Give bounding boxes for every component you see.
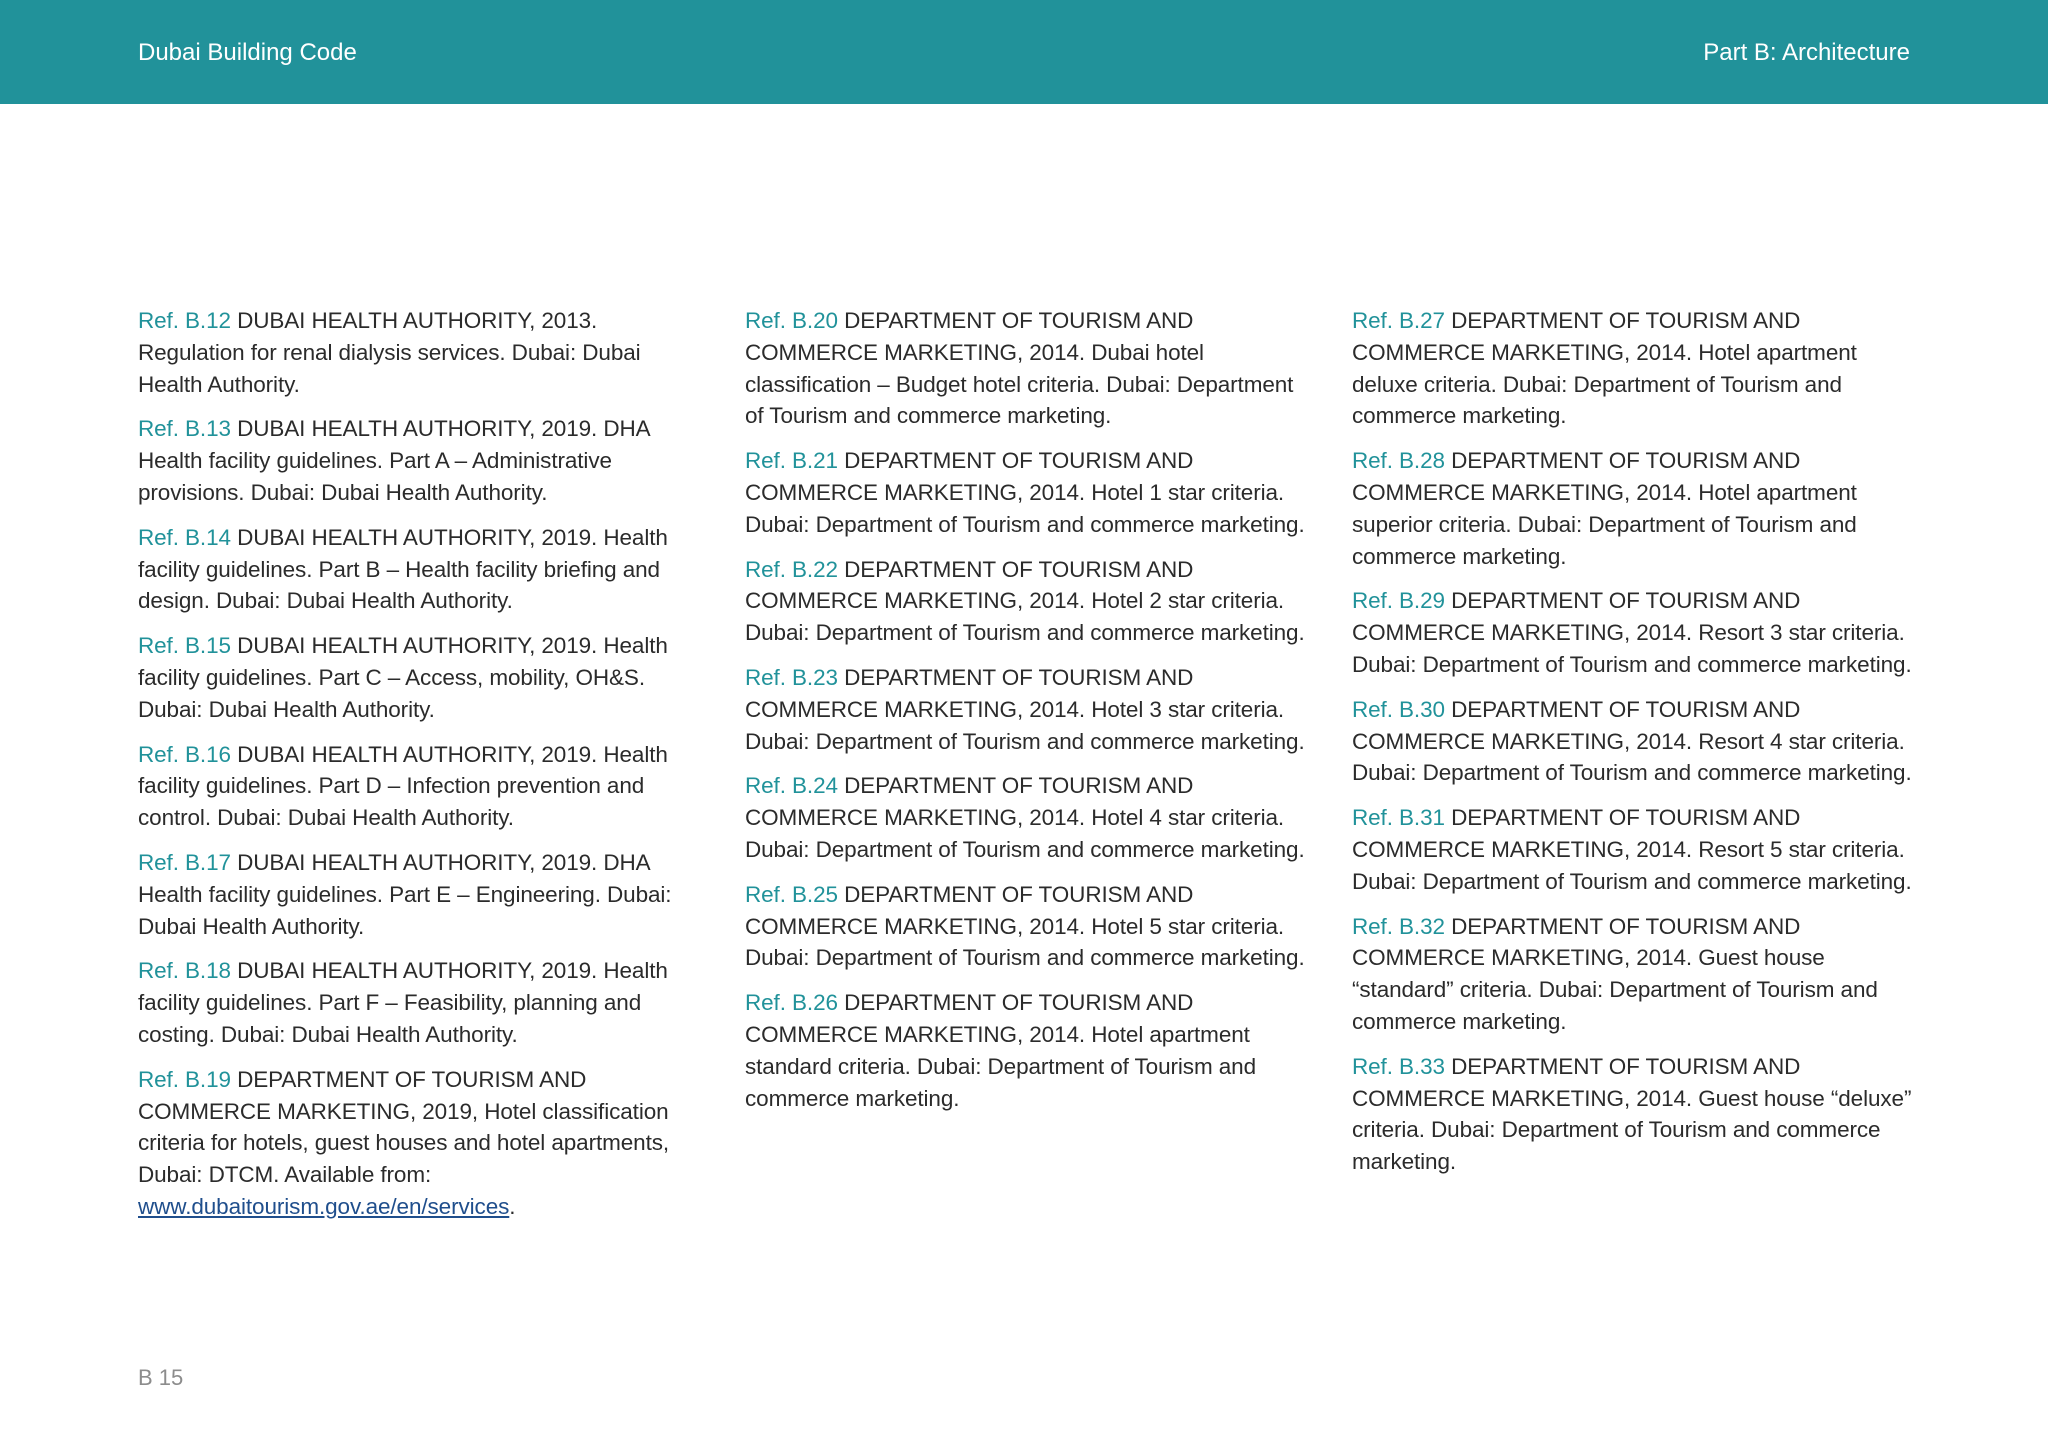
reference-text: DUBAI HEALTH AUTHORITY, 2019. DHA Health facility guidelines. Part A – Administrative provisions. Dubai: Dubai Health Authority. bbox=[138, 416, 650, 505]
reference-id: Ref. B.29 bbox=[1352, 588, 1445, 614]
references-column-2 bbox=[745, 305, 1305, 1127]
reference-id: Ref. B.16 bbox=[138, 741, 231, 767]
reference-item bbox=[138, 1064, 698, 1223]
reference-item bbox=[138, 955, 698, 1050]
reference-item bbox=[745, 987, 1305, 1114]
dubai-tourism-services-link[interactable]: www.dubaitourism.gov.ae/en/services bbox=[138, 1193, 510, 1219]
reference-text: DEPARTMENT OF TOURISM AND COMMERCE MARKETING, 2014. Resort 4 star criteria. Dubai: Department of Tourism and commerce marketing. bbox=[1352, 696, 1912, 786]
reference-id: Ref. B.27 bbox=[1352, 308, 1445, 333]
reference-item bbox=[1352, 585, 1912, 680]
reference-text: DUBAI HEALTH AUTHORITY, 2019. DHA Health facility guidelines. Part E – Engineering. Dubai: Dubai Health Authority. bbox=[138, 849, 672, 939]
reference-text: DEPARTMENT OF TOURISM AND COMMERCE MARKETING, 2014. Hotel apartment superior criteria. Dubai: Department of Tourism and commerce marketing. bbox=[1352, 448, 1857, 569]
reference-id: Ref. B.17 bbox=[138, 849, 231, 875]
reference-item bbox=[1352, 445, 1912, 572]
reference-text: DUBAI HEALTH AUTHORITY, 2019. Health facility guidelines. Part C – Access, mobility, OH&S. Dubai: Dubai Health Authority. bbox=[138, 633, 668, 722]
reference-text: DEPARTMENT OF TOURISM AND COMMERCE MARKETING, 2014. Hotel 1 star criteria. Dubai: Department of Tourism and commerce marketing. bbox=[745, 448, 1305, 537]
reference-text: DEPARTMENT OF TOURISM AND COMMERCE MARKETING, 2014. Guest house “standard” criteria. Dubai: Department of Tourism and commerce marketing. bbox=[1352, 913, 1878, 1034]
reference-item bbox=[138, 413, 698, 508]
reference-id: Ref. B.32 bbox=[1352, 913, 1445, 939]
reference-item bbox=[138, 847, 698, 942]
reference-text: DEPARTMENT OF TOURISM AND COMMERCE MARKETING, 2019, Hotel classification criteria for hotels, guest houses and hotel apartments, Dubai: DTCM. Available from: bbox=[138, 1066, 670, 1188]
reference-item bbox=[138, 630, 698, 725]
reference-text: DEPARTMENT OF TOURISM AND COMMERCE MARKETING, 2014. Hotel apartment deluxe criteria. Dubai: Department of Tourism and commerce marketing. bbox=[1352, 308, 1857, 429]
reference-id: Ref. B.13 bbox=[138, 416, 231, 442]
reference-text: DEPARTMENT OF TOURISM AND COMMERCE MARKETING, 2014. Resort 5 star criteria. Dubai: Department of Tourism and commerce marketing. bbox=[1352, 805, 1912, 894]
section-title: Part B: Architecture bbox=[1703, 39, 1910, 66]
reference-id: Ref. B.25 bbox=[745, 881, 838, 907]
reference-text: DEPARTMENT OF TOURISM AND COMMERCE MARKETING, 2014. Hotel apartment standard criteria. Dubai: Department of Tourism and commerce marketing. bbox=[745, 990, 1256, 1111]
reference-id: Ref. B.26 bbox=[745, 990, 838, 1016]
reference-item bbox=[138, 739, 698, 834]
reference-text: DEPARTMENT OF TOURISM AND COMMERCE MARKETING, 2014. Hotel 4 star criteria. Dubai: Department of Tourism and commerce marketing. bbox=[745, 773, 1305, 862]
reference-id: Ref. B.18 bbox=[138, 958, 231, 984]
reference-item bbox=[745, 445, 1305, 540]
reference-item bbox=[745, 662, 1305, 757]
reference-trailing-punctuation: . bbox=[509, 1193, 516, 1219]
reference-id: Ref. B.31 bbox=[1352, 805, 1445, 831]
reference-item bbox=[745, 770, 1305, 865]
reference-id: Ref. B.33 bbox=[1352, 1053, 1445, 1079]
reference-id: Ref. B.30 bbox=[1352, 696, 1445, 722]
reference-id: Ref. B.22 bbox=[745, 556, 838, 582]
reference-id: Ref. B.20 bbox=[745, 308, 838, 333]
reference-id: Ref. B.15 bbox=[138, 633, 231, 659]
reference-item bbox=[1352, 305, 1912, 432]
reference-item bbox=[1352, 694, 1912, 789]
reference-item bbox=[745, 305, 1305, 432]
reference-id: Ref. B.21 bbox=[745, 448, 838, 474]
reference-id: Ref. B.28 bbox=[1352, 448, 1445, 474]
page-number: B 15 bbox=[138, 1365, 184, 1390]
reference-text: DEPARTMENT OF TOURISM AND COMMERCE MARKETING, 2014. Hotel 3 star criteria. Dubai: Department of Tourism and commerce marketing. bbox=[745, 664, 1305, 754]
reference-item bbox=[745, 879, 1305, 974]
reference-id: Ref. B.19 bbox=[138, 1066, 231, 1092]
references-column-1 bbox=[138, 305, 698, 1236]
reference-item bbox=[1352, 802, 1912, 897]
reference-text: DUBAI HEALTH AUTHORITY, 2019. Health facility guidelines. Part B – Health facility briefing and design. Dubai: Dubai Health Authority. bbox=[138, 524, 668, 614]
reference-id: Ref. B.14 bbox=[138, 524, 231, 550]
reference-id: Ref. B.24 bbox=[745, 773, 838, 799]
document-title: Dubai Building Code bbox=[138, 39, 357, 66]
reference-text: DUBAI HEALTH AUTHORITY, 2019. Health facility guidelines. Part D – Infection prevention and control. Dubai: Dubai Health Authority. bbox=[138, 741, 668, 831]
reference-item bbox=[138, 522, 698, 617]
reference-text: DUBAI HEALTH AUTHORITY, 2019. Health facility guidelines. Part F – Feasibility, planning and costing. Dubai: Dubai Health Authority. bbox=[138, 958, 668, 1047]
reference-text: DEPARTMENT OF TOURISM AND COMMERCE MARKETING, 2014. Resort 3 star criteria. Dubai: Department of Tourism and commerce marketing. bbox=[1352, 588, 1912, 677]
page-header bbox=[0, 0, 2048, 104]
reference-text: DEPARTMENT OF TOURISM AND COMMERCE MARKETING, 2014. Dubai hotel classification – Budget hotel criteria. Dubai: Department of Tourism and commerce marketing. bbox=[745, 308, 1294, 429]
references-column-3 bbox=[1352, 305, 1912, 1191]
reference-text: DEPARTMENT OF TOURISM AND COMMERCE MARKETING, 2014. Hotel 2 star criteria. Dubai: Department of Tourism and commerce marketing. bbox=[745, 556, 1305, 646]
reference-id: Ref. B.23 bbox=[745, 664, 838, 690]
reference-id: Ref. B.12 bbox=[138, 308, 231, 333]
reference-item bbox=[1352, 911, 1912, 1038]
reference-text: DUBAI HEALTH AUTHORITY, 2013. Regulation for renal dialysis services. Dubai: Dubai Health Authority. bbox=[138, 308, 641, 397]
reference-item bbox=[1352, 1051, 1912, 1178]
reference-text: DEPARTMENT OF TOURISM AND COMMERCE MARKETING, 2014. Guest house “deluxe” criteria. Dubai: Department of Tourism and commerce marketing. bbox=[1352, 1053, 1912, 1175]
reference-item bbox=[745, 554, 1305, 649]
reference-text: DEPARTMENT OF TOURISM AND COMMERCE MARKETING, 2014. Hotel 5 star criteria. Dubai: Department of Tourism and commerce marketing. bbox=[745, 881, 1305, 971]
reference-item bbox=[138, 305, 698, 400]
